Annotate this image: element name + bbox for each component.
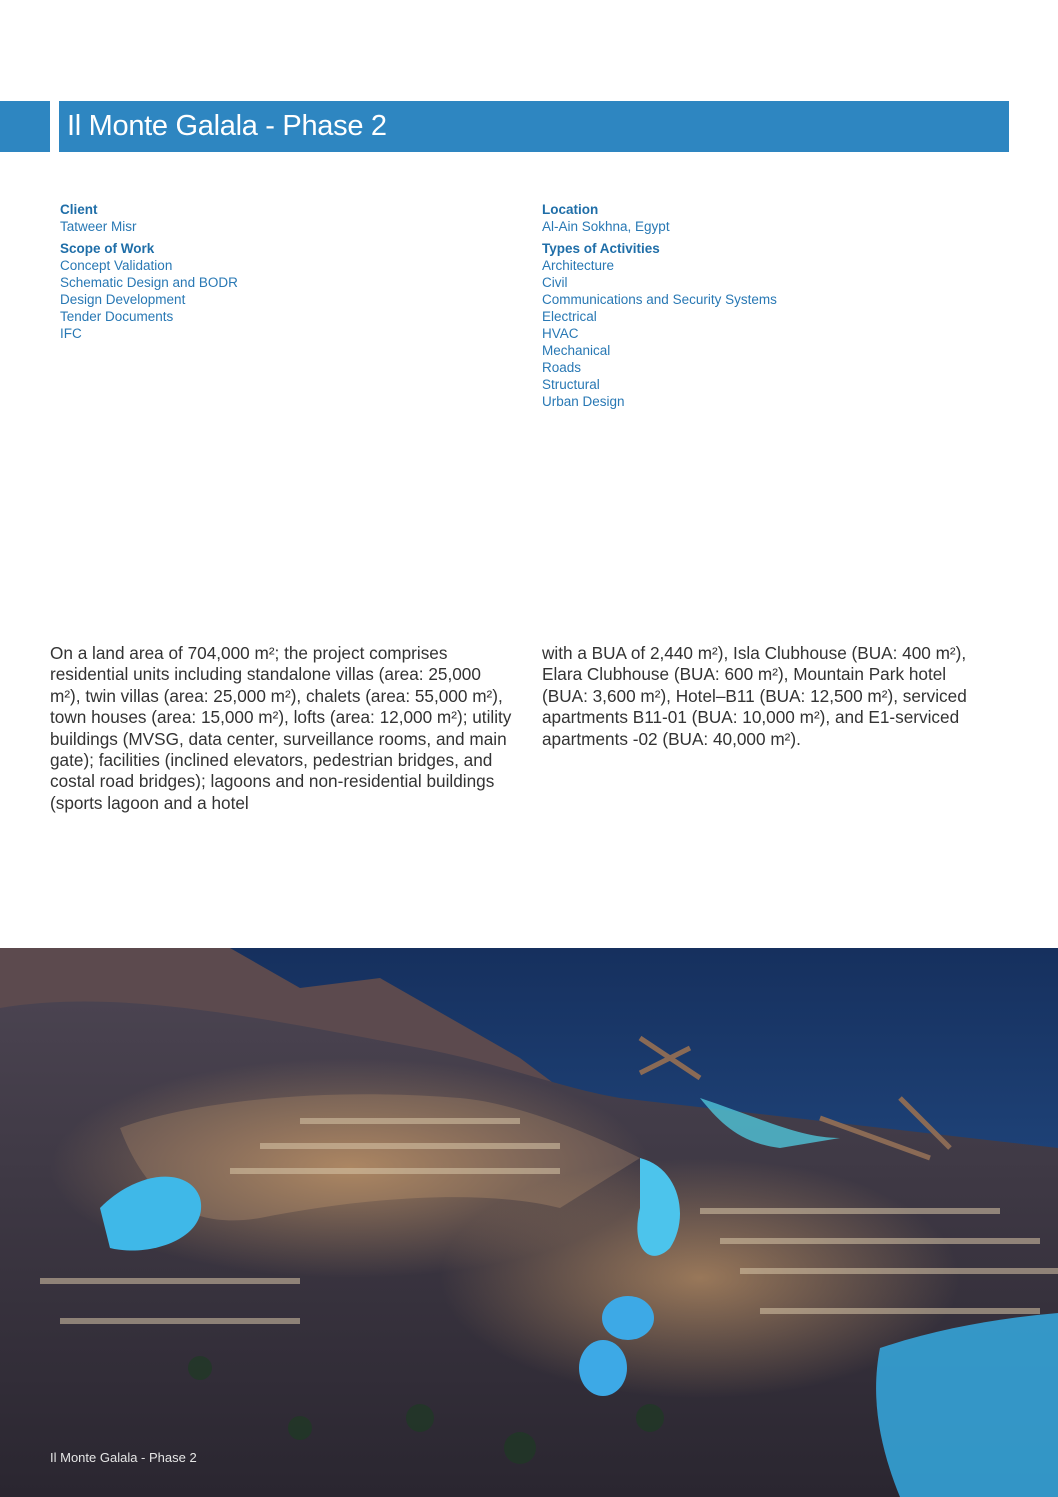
activities-label: Types of Activities xyxy=(542,241,660,256)
activity-item: Electrical xyxy=(542,309,597,324)
page-title: Il Monte Galala - Phase 2 xyxy=(67,110,387,142)
title-bar xyxy=(59,101,1009,152)
scope-item: Design Development xyxy=(60,292,186,307)
activity-item: HVAC xyxy=(542,326,579,341)
activity-item: Architecture xyxy=(542,258,615,273)
scope-item: IFC xyxy=(60,326,82,341)
activity-item: Civil xyxy=(542,275,568,290)
location-value: Al-Ain Sokhna, Egypt xyxy=(542,219,670,234)
activities-group xyxy=(542,240,982,410)
location-group xyxy=(542,201,982,235)
location-label: Location xyxy=(542,202,599,217)
scope-item: Schematic Design and BODR xyxy=(60,275,238,290)
activities-list xyxy=(542,257,982,410)
activity-item: Roads xyxy=(542,360,582,375)
activity-item: Mechanical xyxy=(542,343,611,358)
activity-item: Urban Design xyxy=(542,394,625,409)
description-right-column: with a BUA of 2,440 m²), Isla Clubhouse (BUA: 400 m²), Elara Clubhouse (BUA: 600 m²), Mountain Park hotel (BUA: 3,600 m²), Hotel–B11 (BUA: 12,500 m²), serviced apartments B11-01 (BUA: 10,000 m²), and E1-serviced apartments -02 (BUA: 40,000 m²). xyxy=(542,643,967,749)
client-label: Client xyxy=(60,202,98,217)
scope-item: Concept Validation xyxy=(60,258,173,273)
footer-project-label: Il Monte Galala - Phase 2 xyxy=(50,1450,197,1465)
scope-label: Scope of Work xyxy=(60,241,155,256)
details-right-column xyxy=(542,201,982,415)
aerial-rendering-image xyxy=(0,948,1058,1497)
client-value: Tatweer Misr xyxy=(60,219,137,234)
activity-item: Structural xyxy=(542,377,600,392)
scope-group xyxy=(60,240,500,342)
activity-item: Communications and Security Systems xyxy=(542,292,777,307)
header-side-tab xyxy=(0,101,50,152)
details-left-column xyxy=(60,201,500,347)
description-left-column: On a land area of 704,000 m²; the project comprises residential units including standalone villas (area: 25,000 m²), twin villas (area: 25,000 m²), chalets (area: 55,000 m²), town houses (area: 15,000 m²), lofts (area: 12,000 m²); utility buildings (MVSG, data center, surveillance rooms, and main gate); facilities (inclined elevators, pedestrian bridges, and costal road bridges); lagoons and non-residential buildings (sports lagoon and a hotel xyxy=(50,643,512,813)
client-group xyxy=(60,201,500,235)
scope-item: Tender Documents xyxy=(60,309,174,324)
scope-list xyxy=(60,257,500,342)
